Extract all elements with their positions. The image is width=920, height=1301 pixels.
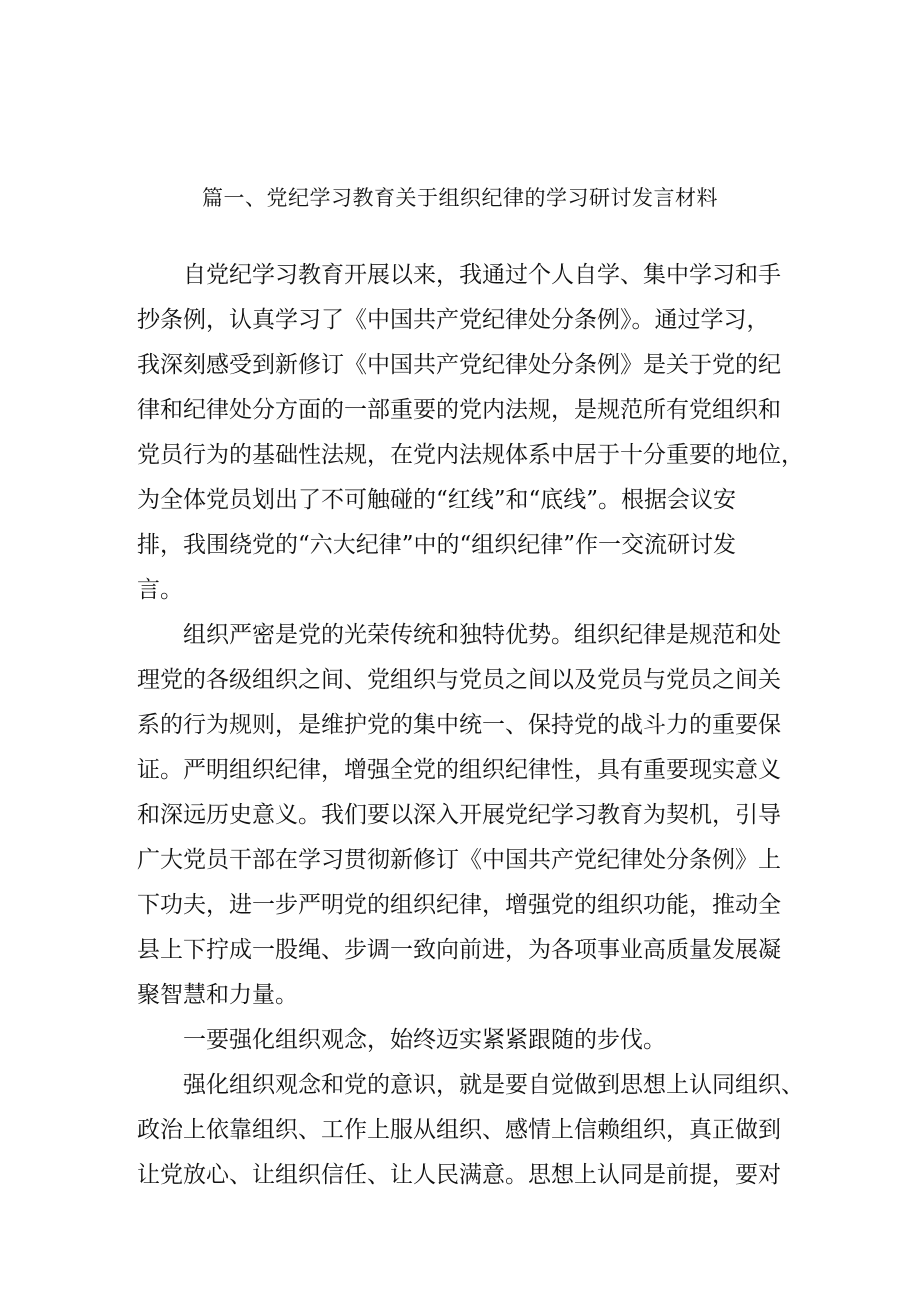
text-line: 言。: [137, 577, 183, 603]
document-body: [137, 253, 804, 1198]
text-line: 排，我围绕党的“六大纪律”中的“组织纪律”作一交流研讨发: [137, 532, 737, 558]
text-line: 强化组织观念和党的意识，就是要自觉做到思想上认同组织、: [183, 1072, 804, 1098]
paragraph-organization-concept: [137, 1063, 804, 1198]
text-line: 证。严明组织纪律，增强全党的组织纪律性，具有重要现实意义: [137, 757, 781, 783]
text-line: 广大党员干部在学习贯彻新修订《中国共产党纪律处分条例》上: [137, 847, 781, 873]
paragraph-organization-discipline: [137, 613, 787, 1018]
text-line: 理党的各级组织之间、党组织与党员之间以及党员与党员之间关: [137, 667, 781, 693]
text-line: 和深远历史意义。我们要以深入开展党纪学习教育为契机，引导: [137, 802, 781, 828]
text-line: 我深刻感受到新修订《中国共产党纪律处分条例》是关于党的纪: [137, 352, 781, 378]
text-line: 为全体党员划出了不可触碰的“红线”和“底线”。根据会议安: [137, 487, 737, 513]
document-title: 篇一、党纪学习教育关于组织纪律的学习研讨发言材料: [202, 186, 718, 210]
text-line: 党员行为的基础性法规，在党内法规体系中居于十分重要的地位，: [137, 442, 804, 468]
text-line: 律和纪律处分方面的一部重要的党内法规，是规范所有党组织和: [137, 397, 781, 423]
paragraph-intro: [137, 253, 804, 613]
text-line: 聚智慧和力量。: [137, 982, 298, 1008]
text-line: 系的行为规则，是维护党的集中统一、保持党的战斗力的重要保: [137, 712, 781, 738]
text-line: 抄条例，认真学习了《中国共产党纪律处分条例》。通过学习，: [137, 307, 770, 333]
text-line: 自党纪学习教育开展以来，我通过个人自学、集中学习和手: [183, 262, 781, 288]
text-line: 政治上依靠组织、工作上服从组织、感情上信赖组织，真正做到: [137, 1117, 781, 1143]
text-line: 县上下拧成一股绳、步调一致向前进，为各项事业高质量发展凝: [137, 937, 781, 963]
text-line: 组织严密是党的光荣传统和独特优势。组织纪律是规范和处: [183, 622, 781, 648]
text-line: 一要强化组织观念，始终迈实紧紧跟随的步伐。: [183, 1027, 666, 1053]
section-heading-one: [137, 1018, 787, 1063]
text-line: 让党放心、让组织信任、让人民满意。思想上认同是前提，要对: [137, 1162, 781, 1188]
text-line: 下功夫，进一步严明党的组织纪律，增强党的组织功能，推动全: [137, 892, 781, 918]
